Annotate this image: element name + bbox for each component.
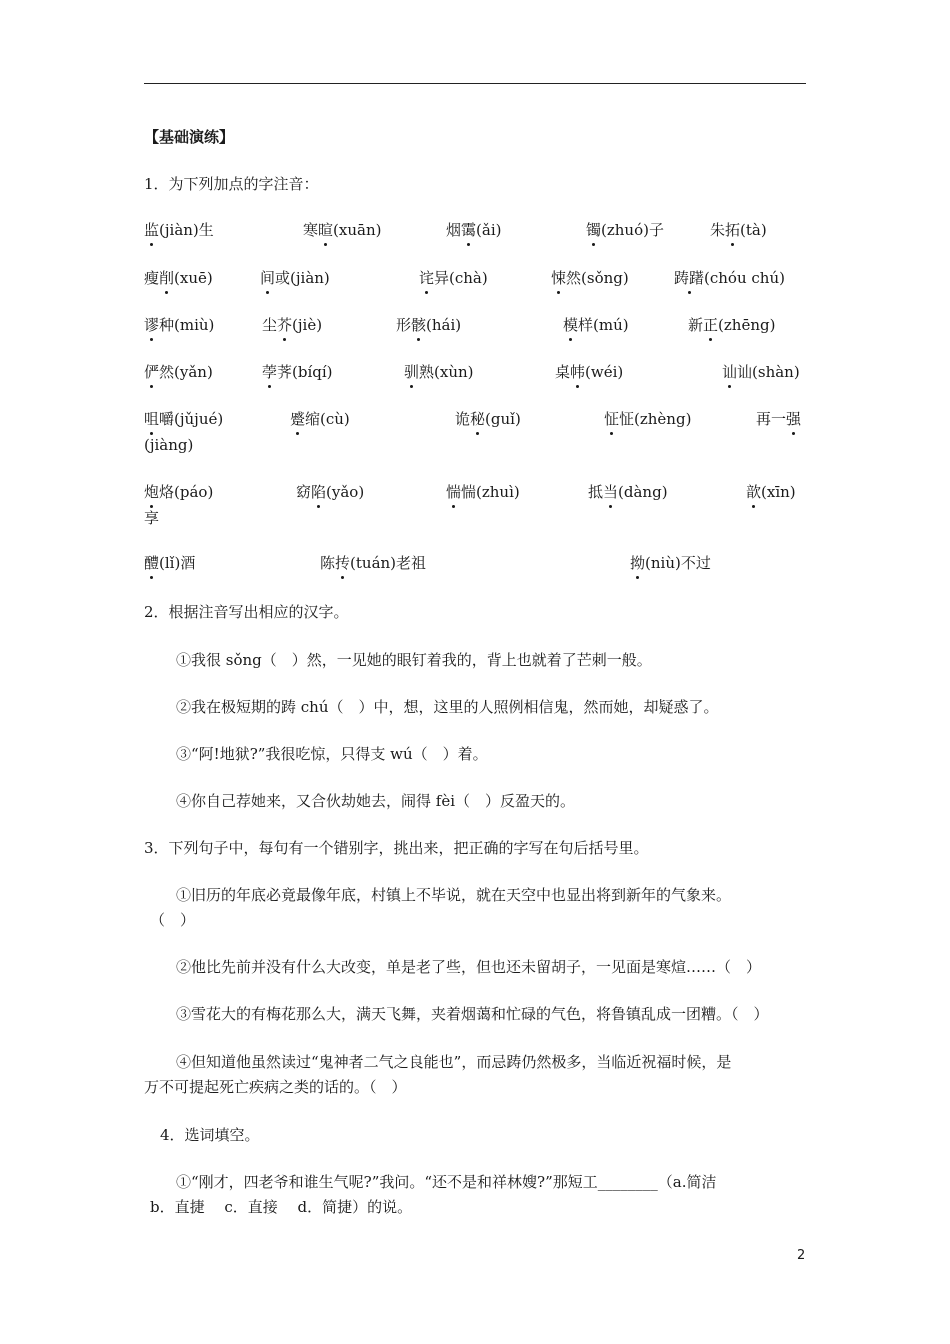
pinyin-item (688, 315, 775, 335)
pinyin-item (144, 315, 214, 335)
pinyin-item-suffix: (chóu chú) (704, 269, 785, 287)
pinyin-item-prefix: 尘 (262, 316, 278, 334)
dotted-character: 荸 (262, 363, 278, 381)
pinyin-item-prefix: 陈 (320, 554, 336, 572)
pinyin-item (446, 482, 520, 502)
dotted-character: 讪 (722, 363, 738, 381)
dotted-character: 削 (159, 269, 175, 287)
dotted-character: 惴 (446, 483, 462, 501)
pinyin-item (551, 268, 629, 288)
pinyin-item-prefix: 瘦 (144, 269, 160, 287)
pinyin-item (404, 362, 474, 382)
pinyin-item-suffix: 熟(xùn) (419, 363, 474, 381)
q1-prompt: 1．为下列加点的字注音： (144, 175, 319, 193)
pinyin-item-suffix: (tuán)老祖 (350, 554, 427, 572)
dotted-character: 监 (144, 221, 160, 239)
pinyin-item (588, 482, 668, 502)
pinyin-item (630, 553, 711, 573)
dotted-character: 谬 (144, 316, 160, 334)
pinyin-item (455, 409, 521, 429)
pinyin-item (320, 553, 426, 573)
pinyin-item (746, 482, 796, 502)
pinyin-item-suffix: (wéi) (585, 363, 624, 381)
pinyin-item-suffix: 讪(shàn) (737, 363, 800, 381)
pinyin-item-suffix: (xīn) (761, 483, 796, 501)
dotted-character: 陷 (311, 483, 327, 501)
pinyin-item (144, 220, 214, 240)
dotted-character: 驯 (404, 363, 420, 381)
pinyin-item-suffix: (xuān) (333, 221, 382, 239)
pinyin-item (563, 315, 629, 335)
pinyin-item-suffix: (hái) (426, 316, 462, 334)
pinyin-item-suffix: 异(chà) (434, 269, 488, 287)
q2-item-3: ③“阿!地狱?”我很吃惊，只得支 wú（ ）着。 (176, 745, 488, 763)
q3-prompt: 3．下列句子中，每句有一个错别字，挑出来，把正确的字写在句后括号里。 (144, 839, 649, 857)
pinyin-item-suffix: (jiàn)生 (159, 221, 214, 239)
q2-item-1: ①我很 sǒng（ ）然，一见她的眼钉着我的，背上也就着了芒刺一般。 (176, 651, 652, 669)
dotted-character: 抟 (335, 554, 351, 572)
pinyin-item-suffix: (dàng) (618, 483, 668, 501)
pinyin-item-prefix: 抵 (588, 483, 604, 501)
pinyin-item (604, 409, 691, 429)
pinyin-item (260, 268, 330, 288)
header-rule (144, 83, 806, 84)
pinyin-item (144, 482, 213, 502)
q3-item-1-line-2: （ ） (150, 911, 196, 929)
q4-item-1-line-1: ①“刚才，四老爷和谁生气呢?”我问。“还不是和祥林嫂?”那短工________（a.简洁 (176, 1173, 717, 1191)
pinyin-item-suffix: (lǐ)酒 (159, 554, 196, 572)
dotted-character: 俨 (144, 363, 160, 381)
dotted-character: 悚 (551, 269, 567, 287)
pinyin-item-suffix: (yǎo) (326, 483, 365, 501)
q3-item-4-line-1: ④但知道他虽然读过“鬼神者二气之良能也”，而忌踌仍然极多，当临近祝福时候，是 (176, 1053, 732, 1071)
q2-prompt: 2．根据注音写出相应的汉字。 (144, 603, 349, 621)
dotted-character: 秘 (470, 410, 486, 428)
pinyin-item-prefix: 朱 (710, 221, 726, 239)
pinyin-item-suffix: 然(sǒng) (566, 269, 629, 287)
pinyin-item (446, 220, 501, 240)
dotted-character: 怔 (604, 410, 620, 428)
pinyin-item (555, 362, 623, 382)
pinyin-item (144, 362, 213, 382)
page-number: 2 (797, 1248, 806, 1263)
q4-item-1-line-2: b．直捷 c．直接 d．简捷）的说。 (150, 1198, 413, 1216)
q3-item-1-line-1: ①旧历的年底必竟最像年底，村镇上不毕说，就在天空中也显出将到新年的气象来。 (176, 886, 732, 904)
q1-wrap-jiang: (jiàng) (144, 436, 194, 454)
pinyin-item (262, 315, 322, 335)
dotted-character: 踌躇 (674, 269, 705, 287)
pinyin-item-prefix: 烟 (446, 221, 462, 239)
q3-item-4-line-2: 万不可提起死亡疾病之类的话的。（ ） (144, 1078, 407, 1096)
dotted-character: 拓 (725, 221, 741, 239)
pinyin-item-suffix: 荠(bíqí) (277, 363, 333, 381)
dotted-character: 当 (603, 483, 619, 501)
dotted-character: 醴 (144, 554, 160, 572)
dotted-character: 蹙 (290, 410, 306, 428)
dotted-character: 诧 (419, 269, 435, 287)
pinyin-item (419, 268, 488, 288)
q2-item-2: ②我在极短期的踌 chú（ ）中，想，这里的人照例相信鬼，然而她，却疑惑了。 (176, 698, 719, 716)
pinyin-item-suffix: 怔(zhèng) (619, 410, 692, 428)
pinyin-item-prefix: 新 (688, 316, 704, 334)
q3-item-2: ②他比先前并没有什么大改变，单是老了些，但也还未留胡子，一见面是寒煊……（ ） (176, 958, 762, 976)
pinyin-item-suffix: 缩(cù) (305, 410, 350, 428)
pinyin-item (303, 220, 381, 240)
pinyin-item (290, 409, 350, 429)
dotted-character: 芥 (277, 316, 293, 334)
dotted-character: 帏 (570, 363, 586, 381)
pinyin-item (144, 553, 195, 573)
pinyin-item-suffix: 种(miù) (159, 316, 215, 334)
dotted-character: 拗 (630, 554, 646, 572)
pinyin-item-suffix: (zhuó)子 (601, 221, 664, 239)
pinyin-item (674, 268, 785, 288)
pinyin-item-suffix: (ǎi) (476, 221, 502, 239)
pinyin-item-suffix: (jiè) (292, 316, 323, 334)
pinyin-item-suffix: (tà) (740, 221, 767, 239)
pinyin-item-prefix: 桌 (555, 363, 571, 381)
dotted-character: 正 (703, 316, 719, 334)
pinyin-item (722, 362, 800, 382)
dotted-character: 炮 (144, 483, 160, 501)
pinyin-item-suffix: (niù)不过 (645, 554, 711, 572)
pinyin-item-suffix: (xuē) (174, 269, 213, 287)
dotted-character: 强 (786, 410, 802, 428)
dotted-character: 暄 (318, 221, 334, 239)
pinyin-item (756, 409, 801, 429)
pinyin-item-suffix: 嚼(jǔjué) (159, 410, 224, 428)
q1-wrap-xiang: 享 (144, 509, 160, 527)
pinyin-item-suffix: 或(jiàn) (275, 269, 330, 287)
dotted-character: 骸 (411, 316, 427, 334)
pinyin-item-suffix: (zhēng) (718, 316, 776, 334)
pinyin-item-prefix: 窈 (296, 483, 312, 501)
dotted-character: 咀 (144, 410, 160, 428)
pinyin-item-prefix: 诡 (455, 410, 471, 428)
pinyin-item-suffix: 惴(zhuì) (461, 483, 520, 501)
dotted-character: 歆 (746, 483, 762, 501)
pinyin-item (710, 220, 767, 240)
dotted-character: 霭 (461, 221, 477, 239)
section-title: 【基础演练】 (144, 128, 235, 146)
pinyin-item-suffix: (guǐ) (485, 410, 521, 428)
pinyin-item-prefix: 再一 (756, 410, 787, 428)
pinyin-item (586, 220, 664, 240)
q2-item-4: ④你自己荐她来，又合伙劫她去，闹得 fèi（ ）反盈天的。 (176, 792, 575, 810)
pinyin-item (396, 315, 461, 335)
pinyin-item-suffix: 样(mú) (578, 316, 629, 334)
pinyin-item-suffix: 然(yǎn) (159, 363, 213, 381)
pinyin-item-suffix: 烙(páo) (159, 483, 214, 501)
pinyin-item (296, 482, 364, 502)
pinyin-item-prefix: 寒 (303, 221, 319, 239)
pinyin-item-prefix: 形 (396, 316, 412, 334)
q3-item-3: ③雪花大的有梅花那么大，满天飞舞，夹着烟蔼和忙碌的气色，将鲁镇乱成一团糟。（ ） (176, 1005, 769, 1023)
q4-prompt: 4．选词填空。 (160, 1126, 260, 1144)
pinyin-item (144, 268, 213, 288)
dotted-character: 间 (260, 269, 276, 287)
pinyin-item (144, 409, 223, 429)
dotted-character: 模 (563, 316, 579, 334)
pinyin-item (262, 362, 333, 382)
dotted-character: 镯 (586, 221, 602, 239)
